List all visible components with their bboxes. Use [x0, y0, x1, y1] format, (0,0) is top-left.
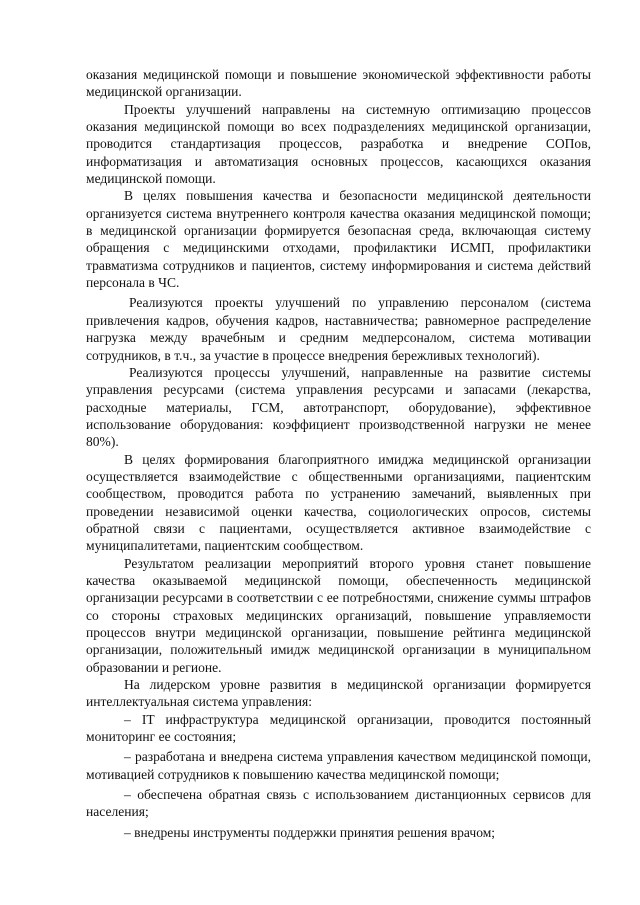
- paragraph-personnel-management: Реализуются проекты улучшений по управлению персоналом (система привлечения кадров, обучения кадров, наставничества; равномерное распределение нагрузка между врачебным и средним медперсоналом, система мотивации сотрудников, в т.ч., за участие в процессе внедрения бережливых технологий).: [86, 295, 591, 363]
- paragraph-resource-management: Реализуются процессы улучшений, направленные на развитие системы управления ресурсами (система управления ресурсами и запасами (лекарства, расходные материалы, ГСМ, автотранспорт, оборудование), эффективное использование оборудования: коэффициент производственной нагрузки не менее 80%).: [86, 364, 591, 450]
- paragraph-leader-level: На лидерском уровне развития в медицинской организации формируется интеллектуальная система управления:: [86, 677, 591, 710]
- paragraph-organization-image: В целях формирования благоприятного имиджа медицинской организации осуществляется взаимодействие с общественными организациями, пациентским сообществом, проводится работа по устранению замечаний, выявленных при проведении независимой оценки качества, социологических опросов, системы обратной связи с пациентами, осуществляется активное взаимодействие с муниципалитетами, пациентским сообществом.: [86, 451, 591, 554]
- paragraph-second-level-results: Результатом реализации мероприятий второго уровня станет повышение качества оказываемой медицинской помощи, обеспеченность медицинской организации ресурсами в соответствии с ее потребностями, снижение суммы штрафов со стороны страховых медицинских организаций, повышение управляемости процессов внутри медицинской организации, повышение рейтинга медицинской организации, положительный имидж медицинской организации в муниципальном образовании и регионе.: [86, 555, 591, 675]
- paragraph-continuation: оказания медицинской помощи и повышение экономической эффективности работы медицинской организации.: [86, 67, 591, 100]
- paragraph-improvement-projects: Проекты улучшений направлены на системную оптимизацию процессов оказания медицинской помощи во всех подразделениях медицинской организации, проводится стандартизация процессов, разработка и внедрение СОПов, информатизация и автоматизация основных процессов, касающихся оказания медицинской помощи.: [86, 101, 591, 187]
- list-item-quality-management-system: – разработана и внедрена система управления качеством медицинской помощи, мотивацией сотрудников к повышению качества медицинской помощи;: [86, 749, 591, 782]
- list-item-decision-support-tools: – внедрены инструменты поддержки принятия решения врачом;: [124, 824, 496, 840]
- list-item-it-infrastructure: – IT инфраструктура медицинской организации, проводится постоянный мониторинг ее состояния;: [86, 711, 591, 745]
- paragraph-quality-safety: В целях повышения качества и безопасности медицинской деятельности организуется система внутреннего контроля качества оказания медицинской помощи; в медицинской организации формируется безопасная среда, включающая систему обращения с медицинскими отходами, профилактики ИСМП, профилактики травматизма сотрудников и пациентов, систему информирования и система действий персонала в ЧС.: [86, 188, 591, 291]
- list-item-remote-services-feedback: – обеспечена обратная связь с использованием дистанционных сервисов для населения;: [86, 787, 591, 820]
- document-body: [86, 66, 591, 841]
